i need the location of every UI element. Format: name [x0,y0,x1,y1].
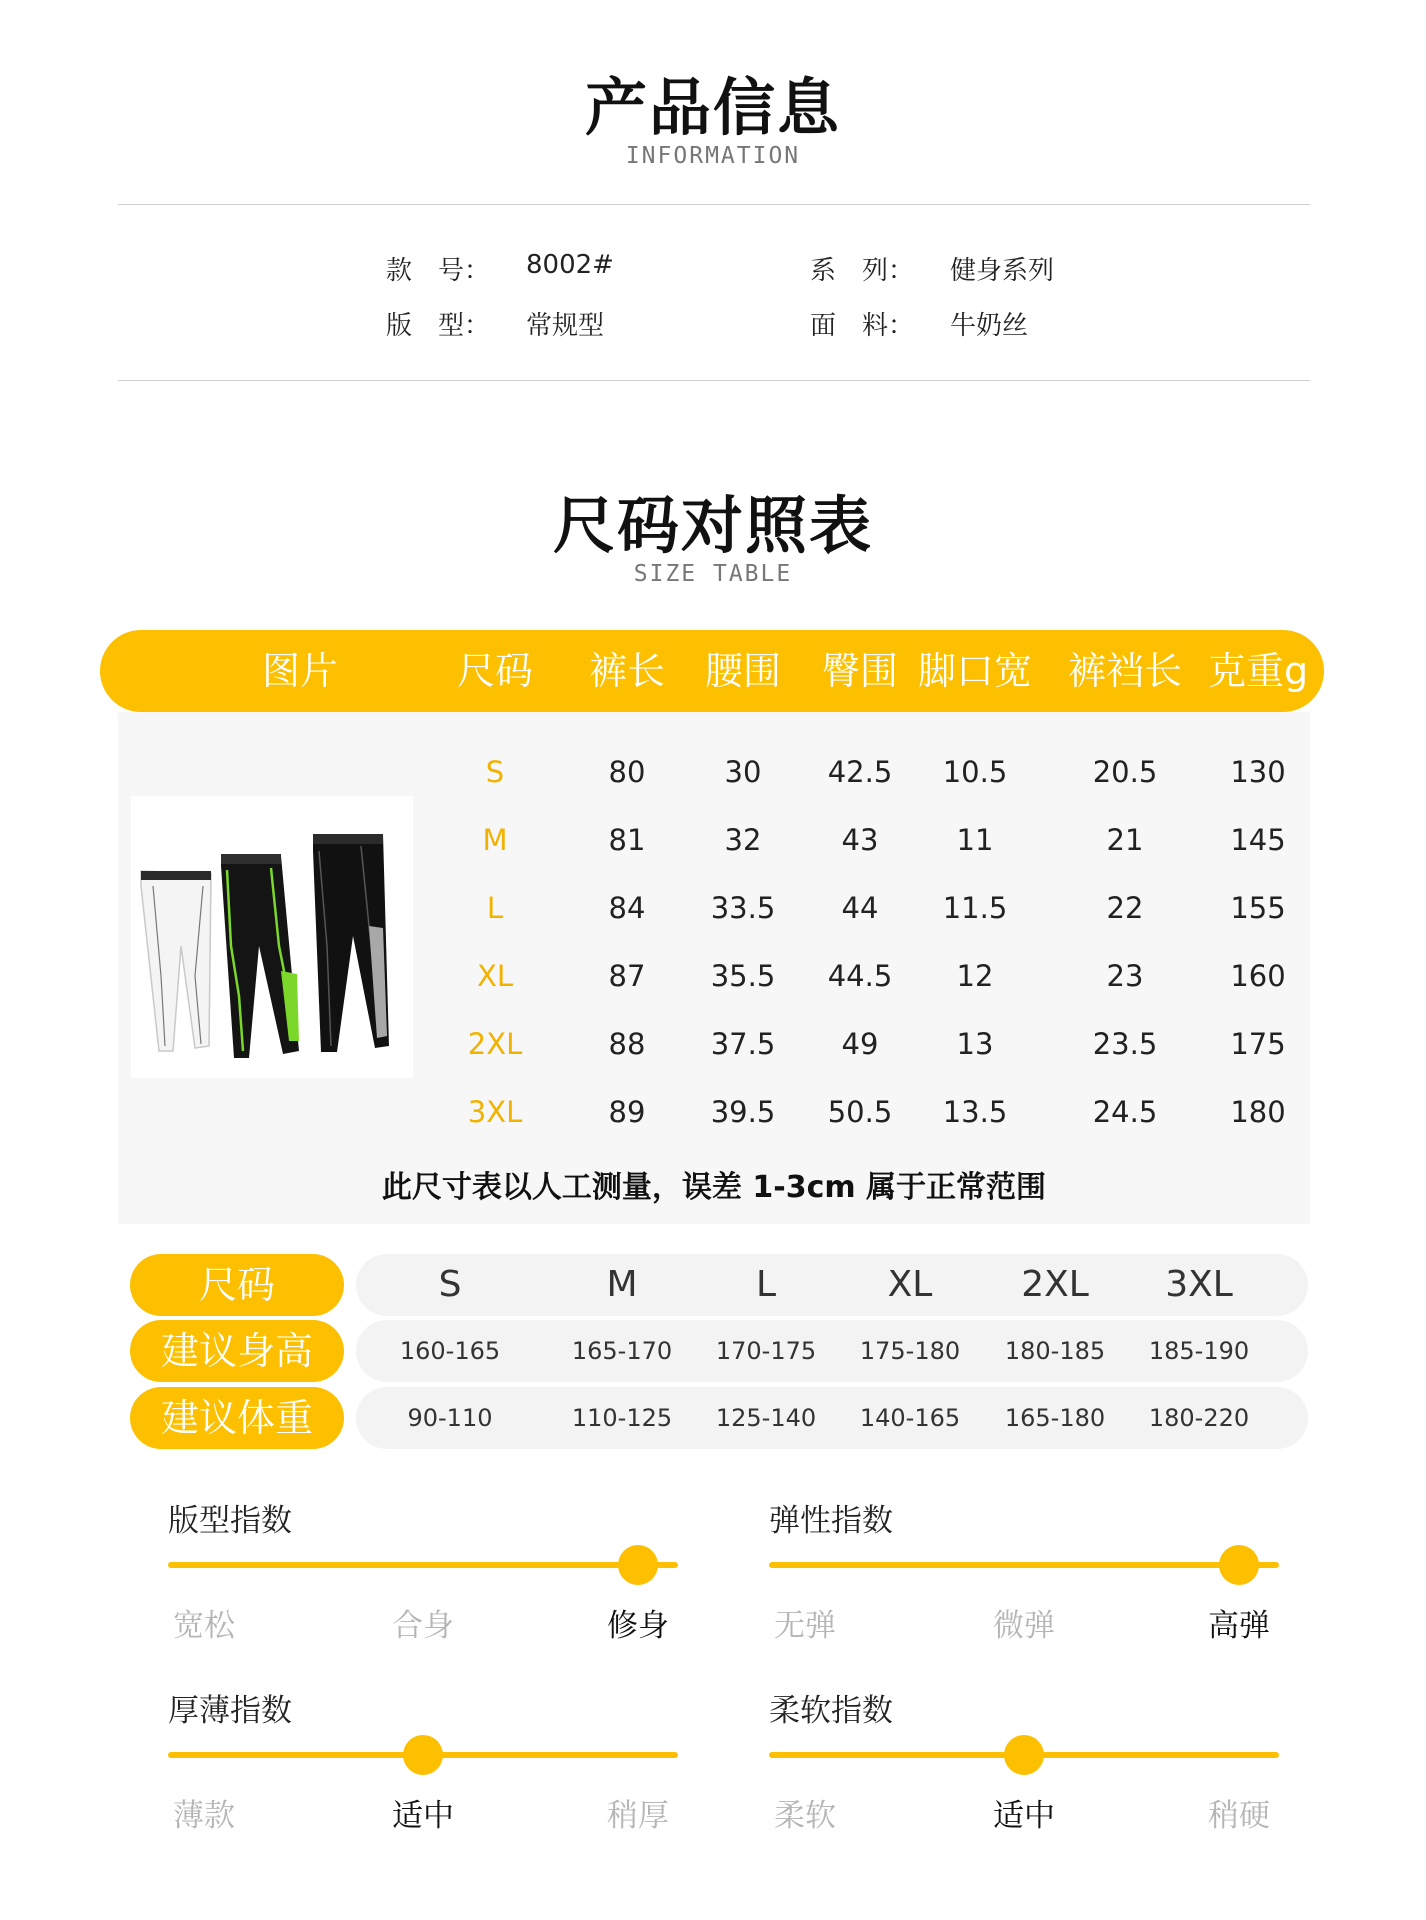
size-cell-length: 84 [608,891,646,925]
size-cell-weight: 160 [1230,959,1286,993]
size-cell-hip: 49 [841,1027,879,1061]
index-knob [1219,1545,1259,1585]
index-track [769,1562,1279,1568]
field-series-label: 系 列： [810,256,915,286]
size-cell-hem: 13.5 [942,1095,1008,1129]
index-option-mid: 合身 [392,1608,454,1644]
size-cell-size: XL [476,959,514,993]
rec-weight-value: 180-220 [1148,1404,1250,1432]
rec-weight-value: 110-125 [571,1404,673,1432]
rec-label-size: 尺码 [130,1254,344,1316]
header-size: 尺码 [456,649,533,693]
size-cell-hem: 13 [956,1027,994,1061]
header-hem: 脚口宽 [917,649,1032,693]
field-fabric-value: 牛奶丝 [950,311,1029,341]
info-subtitle: INFORMATION [625,143,801,169]
field-style-no-label: 款 号： [386,256,491,286]
index-title: 厚薄指数 [168,1693,292,1729]
rec-height-value: 180-185 [1004,1337,1106,1365]
size-cell-hip: 42.5 [827,755,893,789]
header-hip: 臀围 [821,649,898,693]
header-image: 图片 [261,649,338,693]
size-cell-length: 87 [608,959,646,993]
index-option-mid: 微弹 [993,1608,1055,1644]
rec-label-height: 建议身高 [130,1320,344,1382]
header-weight: 克重g [1207,649,1309,693]
header-rise: 裤裆长 [1067,649,1182,693]
size-cell-waist: 35.5 [710,959,776,993]
field-style-no-value: 8002# [526,250,614,280]
index-title: 弹性指数 [769,1503,893,1539]
size-cell-weight: 175 [1230,1027,1286,1061]
size-cell-hip: 43 [841,823,879,857]
index-option-low: 无弹 [774,1608,836,1644]
index-knob [403,1735,443,1775]
rec-height-value: 185-190 [1148,1337,1250,1365]
index-title: 柔软指数 [769,1693,893,1729]
rec-size-value: M [606,1264,638,1305]
size-cell-rise: 22 [1106,891,1144,925]
rec-weight-value: 140-165 [859,1404,961,1432]
rec-size-value: 2XL [1021,1264,1089,1305]
index-track [168,1562,678,1568]
size-cell-hem: 10.5 [942,755,1008,789]
index-option-high: 稍硬 [1208,1798,1270,1834]
size-cell-hip: 44.5 [827,959,893,993]
index-knob [1004,1735,1044,1775]
size-cell-weight: 145 [1230,823,1286,857]
rec-label-weight: 建议体重 [130,1387,344,1449]
pants-photo [131,796,413,1078]
size-cell-rise: 23 [1106,959,1144,993]
rec-height-value: 175-180 [859,1337,961,1365]
size-cell-size: M [482,823,508,857]
rec-height-value: 160-165 [399,1337,501,1365]
size-cell-rise: 21 [1106,823,1144,857]
rec-weight-value: 125-140 [715,1404,817,1432]
size-cell-waist: 30 [724,755,762,789]
index-option-mid: 适中 [392,1798,454,1834]
rec-size-value: 3XL [1165,1264,1233,1305]
size-cell-rise: 24.5 [1092,1095,1158,1129]
field-fit-value: 常规型 [526,311,605,341]
size-cell-weight: 155 [1230,891,1286,925]
size-cell-rise: 20.5 [1092,755,1158,789]
index-option-low: 柔软 [774,1798,836,1834]
size-cell-hem: 12 [956,959,994,993]
index-option-mid: 适中 [993,1798,1055,1834]
size-cell-hip: 44 [841,891,879,925]
size-cell-rise: 23.5 [1092,1027,1158,1061]
field-fit-label: 版 型： [386,311,491,341]
index-knob [618,1545,658,1585]
info-title: 产品信息 [584,71,841,144]
size-cell-size: S [485,755,505,789]
index-option-high: 稍厚 [607,1798,669,1834]
rec-height-value: 165-170 [571,1337,673,1365]
size-cell-length: 89 [608,1095,646,1129]
size-cell-size: 3XL [467,1095,523,1129]
size-cell-waist: 39.5 [710,1095,776,1129]
size-cell-length: 81 [608,823,646,857]
rec-size-value: L [755,1264,777,1305]
field-fabric-label: 面 料： [810,311,915,341]
rec-weight-value: 90-110 [407,1404,493,1432]
rec-size-value: XL [887,1264,933,1305]
index-option-low: 薄款 [173,1798,235,1834]
index-title: 版型指数 [168,1503,292,1539]
size-table-title: 尺码对照表 [552,489,873,562]
size-cell-waist: 33.5 [710,891,776,925]
size-cell-size: L [486,891,504,925]
size-cell-hem: 11.5 [942,891,1008,925]
size-cell-weight: 130 [1230,755,1286,789]
size-cell-weight: 180 [1230,1095,1286,1129]
header-waist: 腰围 [704,649,781,693]
index-option-high: 高弹 [1208,1608,1270,1644]
size-cell-waist: 32 [724,823,762,857]
index-option-high: 修身 [607,1608,669,1644]
index-option-low: 宽松 [173,1608,235,1644]
divider-top [118,204,1310,205]
size-cell-length: 88 [608,1027,646,1061]
rec-size-value: S [438,1264,462,1305]
header-length: 裤长 [588,649,665,693]
rec-height-value: 170-175 [715,1337,817,1365]
field-series-value: 健身系列 [950,256,1055,286]
measurement-note: 此尺寸表以人工测量，误差 1-3cm 属于正常范围 [381,1170,1047,1205]
size-table-subtitle: SIZE TABLE [633,561,793,587]
size-cell-length: 80 [608,755,646,789]
size-cell-waist: 37.5 [710,1027,776,1061]
size-cell-size: 2XL [467,1027,523,1061]
divider-bottom [118,380,1310,381]
rec-weight-value: 165-180 [1004,1404,1106,1432]
size-cell-hip: 50.5 [827,1095,893,1129]
size-cell-hem: 11 [956,823,994,857]
